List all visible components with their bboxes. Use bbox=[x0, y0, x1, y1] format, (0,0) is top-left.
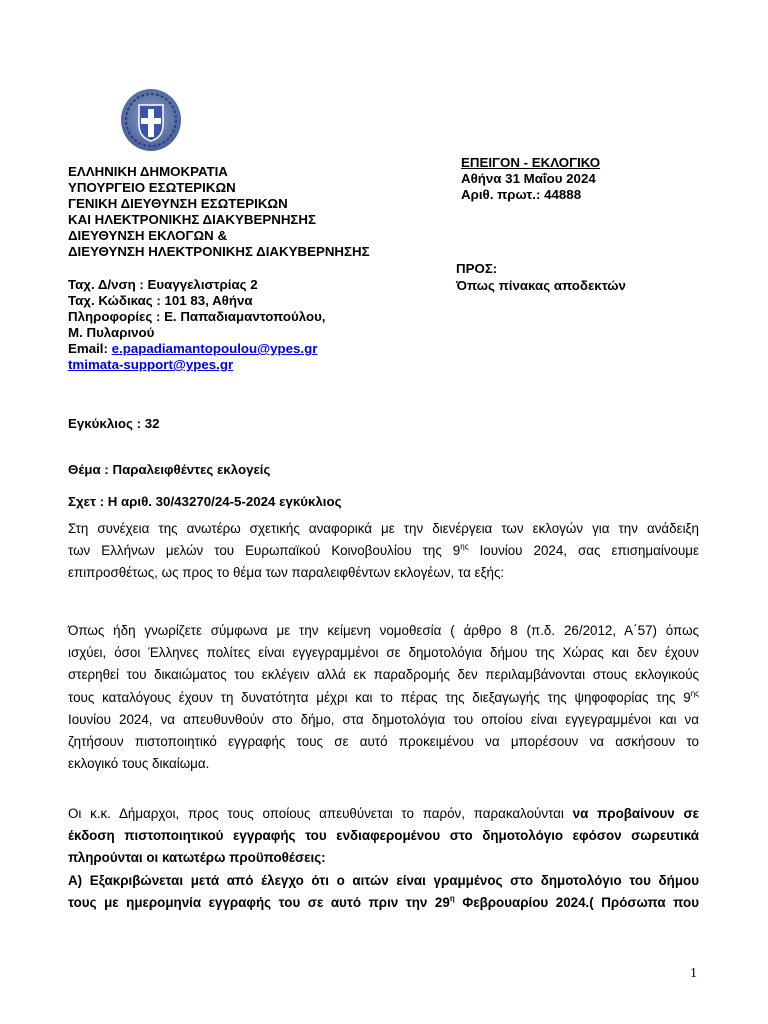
issuer-line: ΔΙΕΥΘΥΝΣΗ ΕΚΛΟΓΩΝ & bbox=[68, 228, 228, 243]
protocol-number: Αριθ. πρωτ.: 44888 bbox=[461, 187, 582, 202]
paragraph-line bbox=[68, 892, 699, 914]
document-date: Αθήνα 31 Μαΐου 2024 bbox=[461, 171, 596, 186]
ordinal-suffix: ης bbox=[460, 542, 469, 552]
paragraph-line: εκλογικό τους δικαίωμα. bbox=[68, 756, 210, 772]
text-run: τους καταλόγους έχουν τη δυνατότητα μέχρι και το πέρας της διεξαγωγής της ψηφοφορίας της 9 bbox=[68, 689, 691, 705]
postal-line: Ταχ. Κώδικας : 101 83, Αθήνα bbox=[68, 293, 253, 308]
greek-coat-of-arms-icon bbox=[119, 87, 183, 153]
paragraph-line bbox=[68, 803, 699, 825]
text-run: Ιουνίου 2024, σας επισημαίνουμε bbox=[468, 543, 699, 559]
paragraph-line bbox=[68, 687, 699, 709]
ordinal-suffix: η bbox=[449, 893, 455, 903]
reference-line: Σχετ : Η αριθ. 30/43270/24-5-2024 εγκύκλιος bbox=[68, 494, 342, 509]
issuer-line: ΓΕΝΙΚΗ ΔΙΕΥΘΥΝΣΗ ΕΣΩΤΕΡΙΚΩΝ bbox=[68, 196, 288, 211]
email-line bbox=[68, 341, 326, 357]
paragraph-line bbox=[68, 540, 699, 562]
ordinal-suffix: ης bbox=[690, 688, 699, 698]
issuer-block bbox=[68, 164, 370, 260]
paragraph-line: Α) Εξακριβώνεται μετά από έλεγχο ότι ο αιτών είναι γραμμένος στο δημοτολόγιο του δήμου bbox=[68, 872, 699, 888]
paragraph-line: πληρούνται οι κατωτέρω προϋποθέσεις: bbox=[68, 850, 326, 866]
text-run: Φεβρουαρίου 2024.( Πρόσωπα που bbox=[454, 894, 699, 910]
paragraph-line: Όπως ήδη γνωρίζετε σύμφωνα με την κείμενη νομοθεσία ( άρθρο 8 (π.δ. 26/2012, Α΄57) όπως bbox=[68, 623, 699, 638]
recipients-block bbox=[456, 261, 626, 294]
paragraph-line: Ιουνίου 2024, να απευθυνθούν στο δήμο, στα δημοτολόγια του οποίου είναι εγγεγραμμένοι και να bbox=[68, 711, 699, 727]
paragraph-line: Στη συνέχεια της ανωτέρω σχετικής αναφορικά με την διενέργεια των εκλογών για την ανάδειξη bbox=[68, 521, 699, 536]
subject-line: Θέμα : Παραλειφθέντες εκλογείς bbox=[68, 462, 271, 477]
paragraph-line: έκδοση πιστοποιητικού εγγραφής του ενδιαφερομένου στο δημοτολόγιο εφόσον σωρευτικά bbox=[68, 828, 699, 844]
urgency-label: ΕΠΕΙΓΟΝ - ΕΚΛΟΓΙΚΟ bbox=[461, 155, 601, 170]
address-line: Ταχ. Δ/νση : Ευαγγελιστρίας 2 bbox=[68, 277, 258, 292]
to-label: ΠΡΟΣ: bbox=[456, 261, 498, 276]
email-label: Email: bbox=[68, 341, 112, 356]
info-line: Πληροφορίες : Ε. Παπαδιαμαντοπούλου, bbox=[68, 309, 326, 324]
text-run: τους με ημερομηνία εγγραφής του σε αυτό πριν την 29 bbox=[68, 894, 450, 910]
text-run: Οι κ.κ. Δήμαρχοι, προς τους οποίους απευθύνεται το παρόν, παρακαλούνται bbox=[68, 806, 573, 821]
document-meta bbox=[461, 155, 600, 203]
body-paragraph-3 bbox=[68, 803, 699, 914]
paragraph-line: στερηθεί του δικαιώματος του εκλέγειν αλλά εκ παραδρομής δεν περιλαμβάνονται στους εκλογικούς bbox=[68, 667, 699, 683]
issuer-line: ΥΠΟΥΡΓΕΙΟ ΕΣΩΤΕΡΙΚΩΝ bbox=[68, 180, 236, 195]
text-run: των Ελλήνων μελών του Ευρωπαϊκού Κοινοβουλίου της 9 bbox=[68, 543, 461, 559]
email-link-support[interactable]: tmimata-support@ypes.gr bbox=[68, 357, 234, 372]
to-value: Όπως πίνακας αποδεκτών bbox=[456, 278, 626, 293]
issuer-line: ΔΙΕΥΘΥΝΣΗ ΗΛΕΚΤΡΟΝΙΚΗΣ ΔΙΑΚΥΒΕΡΝΗΣΗΣ bbox=[68, 244, 370, 259]
paragraph-line: ζητήσουν πιστοποιητικό εγγραφής τους σε αυτό προκειμένου να μπορέσουν να ασκήσουν το bbox=[68, 733, 699, 749]
text-run-bold: να προβαίνουν σε bbox=[572, 806, 699, 821]
body-paragraph-2 bbox=[68, 620, 699, 775]
email-link-primary[interactable]: e.papadiamantopoulou@ypes.gr bbox=[111, 341, 318, 356]
contact-block bbox=[68, 277, 326, 373]
info-line: Μ. Πυλαρινού bbox=[68, 325, 155, 340]
issuer-line: ΚΑΙ ΗΛΕΚΤΡΟΝΙΚΗΣ ΔΙΑΚΥΒΕΡΝΗΣΗΣ bbox=[68, 212, 316, 227]
issuer-line: ΕΛΛΗΝΙΚΗ ΔΗΜΟΚΡΑΤΙΑ bbox=[68, 164, 228, 179]
body-paragraph-1 bbox=[68, 518, 699, 585]
email-line bbox=[68, 357, 326, 373]
paragraph-line: ισχύει, όσοι Έλληνες πολίτες είναι εγγεγραμμένοι σε δημοτολόγια δήμου της Χώρας και δεν έχουν bbox=[68, 645, 699, 661]
paragraph-line: επιπροσθέτως, ως προς το θέμα των παραλειφθέντων εκλογέων, τα εξής: bbox=[68, 565, 505, 581]
page-number: 1 bbox=[690, 966, 697, 981]
circular-number: Εγκύκλιος : 32 bbox=[68, 416, 160, 431]
